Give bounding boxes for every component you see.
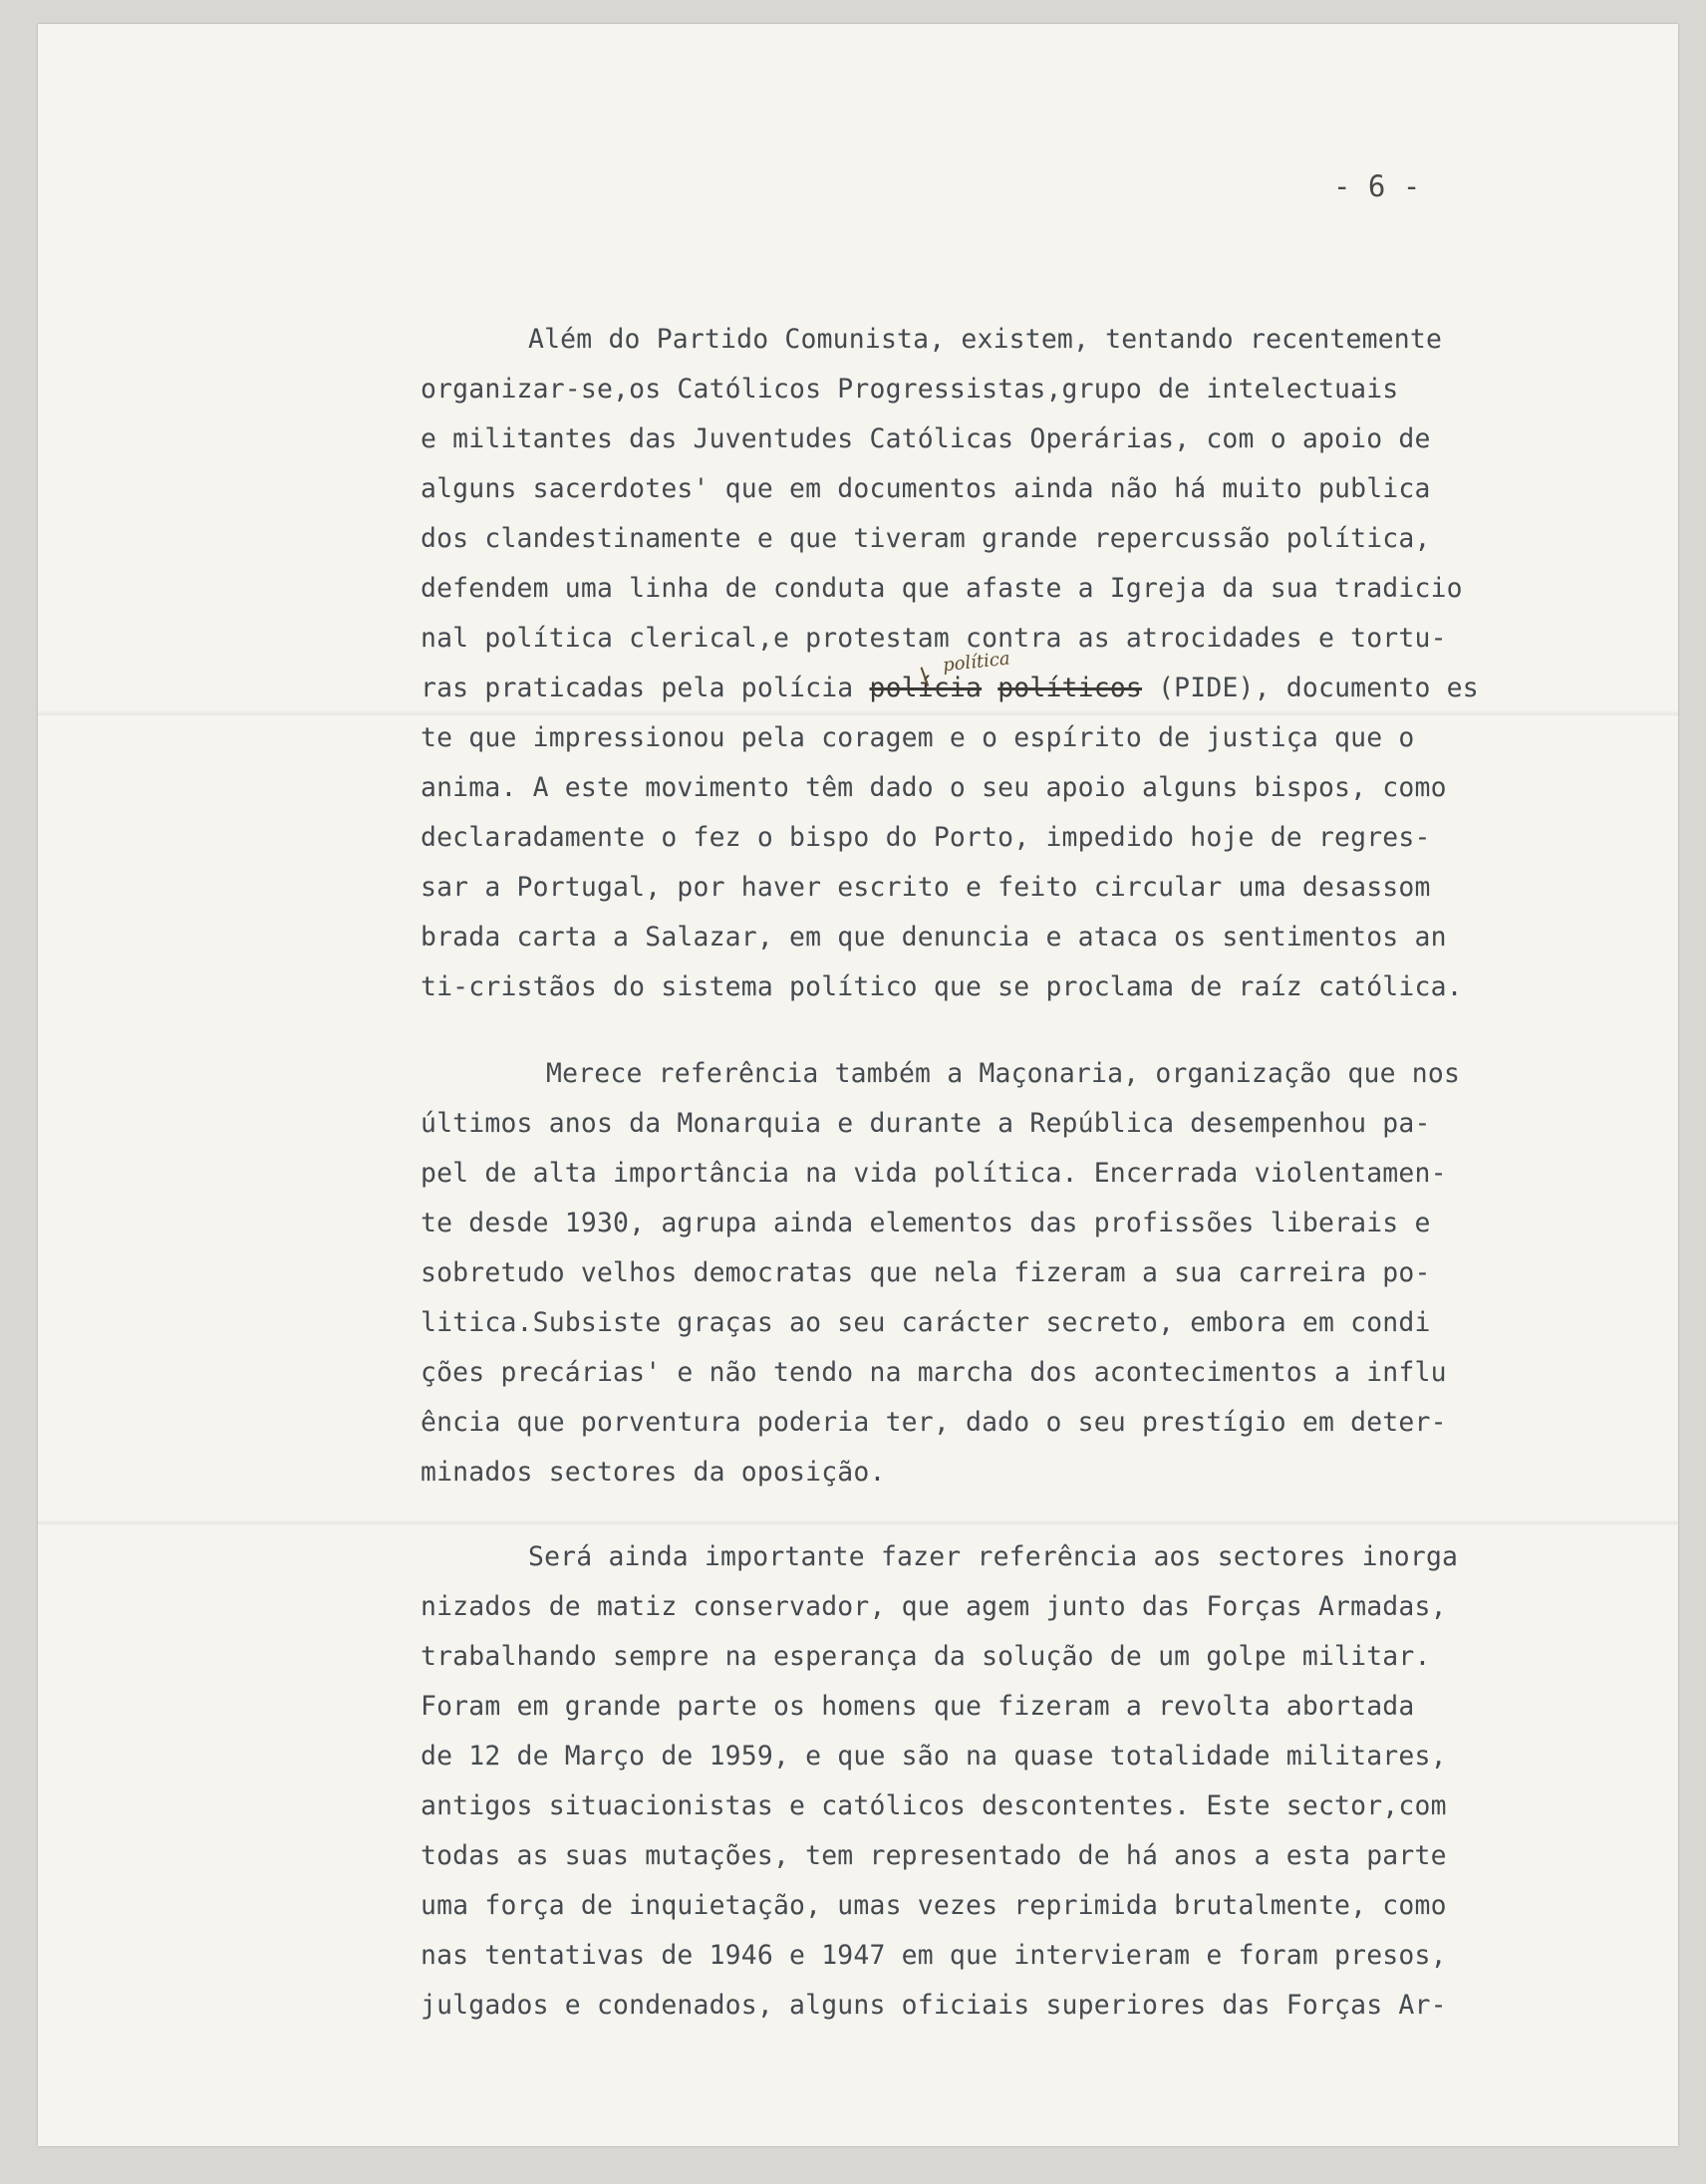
text-line: nal política clerical,e protestam contra as atrocidades e tortu- xyxy=(421,623,1447,654)
text-fragment: (PIDE), documento es xyxy=(1158,673,1479,703)
text-line: nas tentativas de 1946 e 1947 em que intervieram e foram presos, xyxy=(421,1940,1447,1971)
text-line: julgados e condenados, alguns oficiais superiores das Forças Ar- xyxy=(421,1990,1447,2021)
text-line: ência que porventura poderia ter, dado o seu prestígio em deter- xyxy=(421,1407,1447,1438)
text-line: uma força de inquietação, umas vezes reprimida brutalmente, como xyxy=(421,1890,1447,1921)
paragraph-conservatives xyxy=(421,1532,1458,2031)
text-line: Merece referência também a Maçonaria, organização que nos xyxy=(546,1058,1461,1089)
text-line: dos clandestinamente e que tiveram grande repercussão política, xyxy=(421,523,1431,554)
text-line: e militantes das Juventudes Católicas Operárias, com o apoio de xyxy=(421,423,1431,454)
text-line: Será ainda importante fazer referência aos sectores inorga xyxy=(528,1541,1459,1572)
text-line: todas as suas mutações, tem representado de há anos a esta parte xyxy=(421,1840,1447,1871)
text-line: nizados de matiz conservador, que agem junto das Forças Armadas, xyxy=(421,1591,1447,1622)
paragraph-masonry xyxy=(421,1049,1460,1498)
text-line: ções precárias' e não tendo na marcha dos acontecimentos a influ xyxy=(421,1357,1447,1388)
text-line: últimos anos da Monarquia e durante a República desempenhou pa- xyxy=(421,1108,1431,1139)
text-line: declaradamente o fez o bispo do Porto, impedido hoje de regres- xyxy=(421,822,1431,853)
text-line: de 12 de Março de 1959, e que são na quase totalidade militares, xyxy=(421,1741,1447,1772)
handwritten-annotation: política xyxy=(942,648,1011,677)
text-line: organizar-se,os Católicos Progressistas,grupo de intelectuais xyxy=(421,374,1399,405)
text-line: te desde 1930, agrupa ainda elementos das profissões liberais e xyxy=(421,1208,1431,1238)
text-fragment: ras praticadas pela polícia xyxy=(421,673,854,703)
paper-fold xyxy=(38,1520,1678,1526)
struck-word: políticos xyxy=(997,673,1142,703)
text-line: sar a Portugal, por haver escrito e feito circular uma desassom xyxy=(421,872,1431,903)
text-line: brada carta a Salazar, em que denuncia e ataca os sentimentos an xyxy=(421,922,1447,953)
text-line: ti-cristãos do sistema político que se proclama de raíz católica. xyxy=(421,971,1463,1002)
text-line: sobretudo velhos democratas que nela fizeram a sua carreira po- xyxy=(421,1257,1431,1288)
text-line: Foram em grande parte os homens que fizeram a revolta abortada xyxy=(421,1691,1415,1722)
text-line: Além do Partido Comunista, existem, tentando recentemente xyxy=(528,324,1443,355)
text-line: alguns sacerdotes' que em documentos ainda não há muito publica xyxy=(421,473,1431,504)
text-line: antigos situacionistas e católicos descontentes. Este sector,com xyxy=(421,1790,1447,1821)
text-line: litica.Subsiste graças ao seu carácter secreto, embora em condi xyxy=(421,1307,1431,1338)
text-line: pel de alta importância na vida política. Encerrada violentamen- xyxy=(421,1158,1447,1189)
text-line: minados sectores da oposição. xyxy=(421,1457,886,1488)
text-line: trabalhando sempre na esperança da solução de um golpe militar. xyxy=(421,1641,1431,1672)
document-page xyxy=(38,24,1678,2146)
text-line: defendem uma linha de conduta que afaste a Igreja da sua tradicio xyxy=(421,573,1463,604)
struck-word: polícia xyxy=(869,673,983,703)
page-number: - 6 - xyxy=(1333,169,1421,203)
text-line: anima. A este movimento têm dado o seu apoio alguns bispos, como xyxy=(421,772,1447,803)
text-line: te que impressionou pela coragem e o espírito de justiça que o xyxy=(421,722,1415,753)
